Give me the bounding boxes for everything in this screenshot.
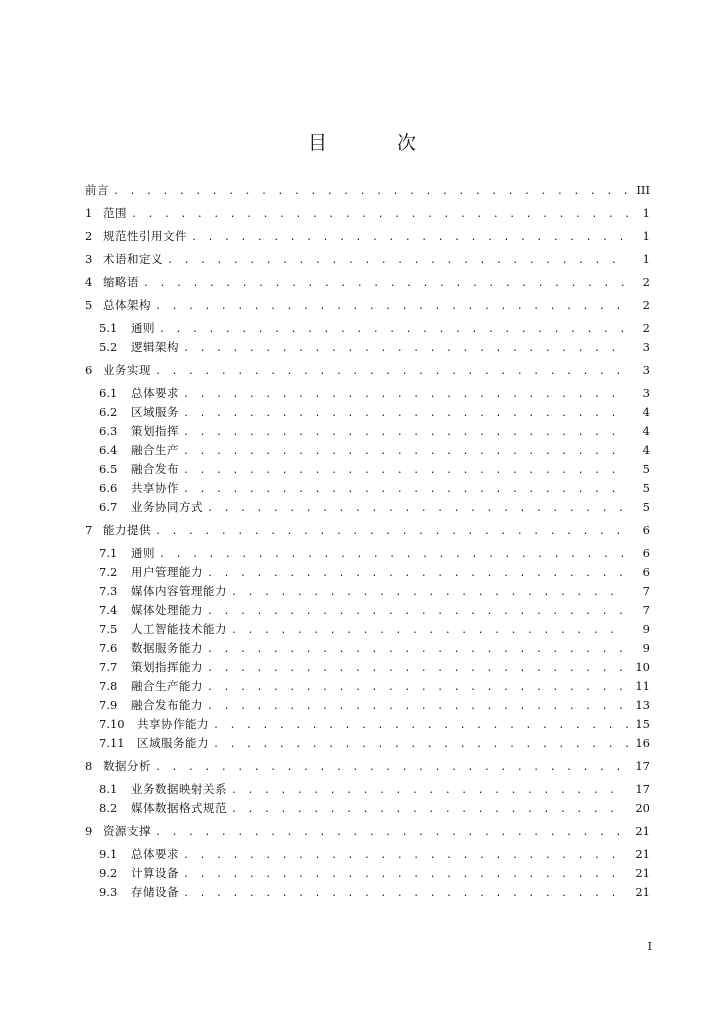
- toc-entry-7-7[interactable]: [85, 659, 650, 678]
- toc-entry-label: 媒体数据格式规范: [131, 801, 227, 815]
- toc-entry-label: 总体架构: [103, 298, 151, 312]
- toc-entry-page: 21: [635, 847, 650, 861]
- toc-entry-label: 共享协作: [131, 481, 179, 495]
- toc-entry-page: 5: [642, 500, 650, 514]
- toc-entry-5-1[interactable]: [85, 320, 650, 339]
- toc-entry-page: 9: [642, 641, 650, 655]
- toc-entry-number: 6.1: [99, 386, 118, 400]
- page-title: 目 次: [307, 132, 449, 154]
- toc-entry-page: 11: [635, 679, 650, 693]
- toc-entry-number: 6.6: [99, 481, 118, 495]
- toc-entry-page: 2: [642, 275, 650, 289]
- toc-entry-number: 8.2: [99, 801, 118, 815]
- toc-entry-page: 13: [635, 698, 650, 712]
- toc-entry-page: 7: [642, 584, 650, 598]
- toc-entry-label: 能力提供: [103, 523, 151, 537]
- toc-entry-7[interactable]: [85, 522, 650, 541]
- toc-entry-9-2[interactable]: [85, 865, 650, 884]
- toc-entry-6-2[interactable]: [85, 404, 650, 423]
- toc-entry-page: 4: [642, 424, 650, 438]
- toc-entry-6[interactable]: [85, 362, 650, 381]
- toc-entry-5[interactable]: [85, 297, 650, 316]
- toc-entry-page: 21: [635, 824, 650, 838]
- toc-entry-number: 6.5: [99, 462, 118, 476]
- toc-entry-number: 6.3: [99, 424, 118, 438]
- toc-entry-page: 17: [635, 759, 650, 773]
- toc-entry-label: 人工智能技术能力: [131, 622, 227, 636]
- toc-entry-9[interactable]: [85, 823, 650, 842]
- toc-entry-page: 3: [642, 386, 650, 400]
- toc-entry-label: 总体要求: [131, 847, 179, 861]
- toc-entry-page: 21: [635, 866, 650, 880]
- toc-entry-page: 1: [642, 229, 650, 243]
- toc-entry-page: 4: [642, 443, 650, 457]
- toc-entry-7-1[interactable]: [85, 545, 650, 564]
- toc-entry-page: III: [636, 183, 650, 197]
- toc-entry-page: 1: [642, 252, 650, 266]
- toc-entry-page: 21: [635, 885, 650, 899]
- toc-entry-label: 缩略语: [103, 275, 139, 289]
- toc-entry-label: 媒体内容管理能力: [131, 584, 227, 598]
- toc-entry-label: 融合发布能力: [131, 698, 203, 712]
- toc-entry-page: 17: [635, 782, 650, 796]
- toc-entry-7-9[interactable]: [85, 697, 650, 716]
- toc-entry-8-1[interactable]: [85, 781, 650, 800]
- toc-entry-9-3[interactable]: [85, 884, 650, 903]
- toc-entry-7-3[interactable]: [85, 583, 650, 602]
- toc-entry-label: 总体要求: [131, 386, 179, 400]
- toc-entry-number: 7.5: [99, 622, 118, 636]
- toc-entry-page: 5: [642, 481, 650, 495]
- toc-entry-7-5[interactable]: [85, 621, 650, 640]
- toc-entry-label: 区域服务: [131, 405, 179, 419]
- toc-entry-label: 数据服务能力: [131, 641, 203, 655]
- toc-entry-label: 融合发布: [131, 462, 179, 476]
- toc-entry-label: 数据分析: [103, 759, 151, 773]
- toc-entry-6-7[interactable]: [85, 499, 650, 518]
- toc-entry-number: 4: [85, 275, 93, 289]
- toc-entry-label: 通则: [131, 321, 155, 335]
- toc-entry-label: 规范性引用文件: [103, 229, 187, 243]
- toc-entry-page: 9: [642, 622, 650, 636]
- toc-entry-label: 策划指挥能力: [131, 660, 203, 674]
- toc-entry-number: 7.6: [99, 641, 118, 655]
- toc-entry-number: 6.7: [99, 500, 118, 514]
- toc-entry-8-2[interactable]: [85, 800, 650, 819]
- table-of-contents: [85, 182, 650, 903]
- toc-entry-label: 范围: [103, 206, 127, 220]
- toc-entry-7-2[interactable]: [85, 564, 650, 583]
- toc-entry-5-2[interactable]: [85, 339, 650, 358]
- toc-entry-page: 6: [642, 523, 650, 537]
- toc-entry-number: 3: [85, 252, 93, 266]
- toc-entry-7-8[interactable]: [85, 678, 650, 697]
- toc-entry-number: 7.9: [99, 698, 118, 712]
- toc-entry-number: 7: [85, 523, 93, 537]
- toc-entry-1[interactable]: [85, 205, 650, 224]
- toc-entry-label: 融合生产能力: [131, 679, 203, 693]
- toc-entry-6-3[interactable]: [85, 423, 650, 442]
- toc-entry-foreword[interactable]: [85, 182, 650, 201]
- toc-entry-6-1[interactable]: [85, 385, 650, 404]
- toc-entry-label: 逻辑架构: [131, 340, 179, 354]
- toc-entry-page: 20: [635, 801, 650, 815]
- toc-entry-number: 7.10: [99, 717, 125, 731]
- toc-entry-number: 6.2: [99, 405, 118, 419]
- toc-entry-page: 1: [642, 206, 650, 220]
- toc-entry-4[interactable]: [85, 274, 650, 293]
- toc-entry-label: 区域服务能力: [137, 736, 209, 750]
- toc-entry-number: 7.1: [99, 546, 118, 560]
- toc-entry-number: 7.2: [99, 565, 118, 579]
- toc-entry-number: 9: [85, 824, 93, 838]
- toc-entry-label: 媒体处理能力: [131, 603, 203, 617]
- toc-entry-label: 融合生产: [131, 443, 179, 457]
- toc-entry-label: 共享协作能力: [137, 717, 209, 731]
- toc-entry-number: 9.2: [99, 866, 118, 880]
- toc-entry-label: 业务协同方式: [131, 500, 203, 514]
- toc-entry-6-5[interactable]: [85, 461, 650, 480]
- toc-entry-page: 3: [642, 340, 650, 354]
- toc-entry-number: 2: [85, 229, 93, 243]
- toc-entry-page: 6: [642, 546, 650, 560]
- toc-entry-number: 8.1: [99, 782, 118, 796]
- toc-entry-label: 业务实现: [103, 363, 151, 377]
- toc-entry-number: 6.4: [99, 443, 118, 457]
- toc-entry-8[interactable]: [85, 758, 650, 777]
- toc-entry-number: 7.11: [99, 736, 125, 750]
- toc-entry-label: 业务数据映射关系: [131, 782, 227, 796]
- toc-entry-number: 7.8: [99, 679, 118, 693]
- toc-entry-2[interactable]: [85, 228, 650, 247]
- toc-entry-number: 7.3: [99, 584, 118, 598]
- toc-entry-6-4[interactable]: [85, 442, 650, 461]
- toc-entry-page: 3: [642, 363, 650, 377]
- toc-entry-6-6[interactable]: [85, 480, 650, 499]
- toc-entry-number: 5: [85, 298, 93, 312]
- toc-entry-page: 4: [642, 405, 650, 419]
- toc-entry-page: 2: [642, 298, 650, 312]
- toc-entry-label: 通则: [131, 546, 155, 560]
- toc-entry-label: 存储设备: [131, 885, 179, 899]
- toc-entry-number: 7.4: [99, 603, 118, 617]
- toc-entry-label: 计算设备: [131, 866, 179, 880]
- toc-entry-label: 术语和定义: [103, 252, 163, 266]
- toc-entry-page: 15: [635, 717, 650, 731]
- toc-entry-3[interactable]: [85, 251, 650, 270]
- toc-entry-number: 9.1: [99, 847, 118, 861]
- toc-entry-number: 8: [85, 759, 93, 773]
- toc-entry-page: 2: [642, 321, 650, 335]
- toc-entry-label: 用户管理能力: [131, 565, 203, 579]
- toc-entry-7-10[interactable]: [85, 716, 650, 735]
- toc-entry-7-6[interactable]: [85, 640, 650, 659]
- toc-entry-page: 5: [642, 462, 650, 476]
- page-number: I: [647, 940, 652, 953]
- toc-entry-page: 6: [642, 565, 650, 579]
- toc-entry-number: 9.3: [99, 885, 118, 899]
- toc-entry-number: 6: [85, 363, 93, 377]
- toc-entry-number: 1: [85, 206, 93, 220]
- toc-entry-7-11[interactable]: [85, 735, 650, 754]
- toc-entry-label: 策划指挥: [131, 424, 179, 438]
- toc-entry-page: 10: [635, 660, 650, 674]
- toc-entry-number: 5.2: [99, 340, 118, 354]
- toc-entry-label: 资源支撑: [103, 824, 151, 838]
- toc-entry-9-1[interactable]: [85, 846, 650, 865]
- toc-entry-page: 16: [635, 736, 650, 750]
- toc-entry-label: 前言: [85, 183, 109, 197]
- toc-entry-page: 7: [642, 603, 650, 617]
- toc-entry-number: 7.7: [99, 660, 118, 674]
- toc-entry-number: 5.1: [99, 321, 118, 335]
- toc-entry-7-4[interactable]: [85, 602, 650, 621]
